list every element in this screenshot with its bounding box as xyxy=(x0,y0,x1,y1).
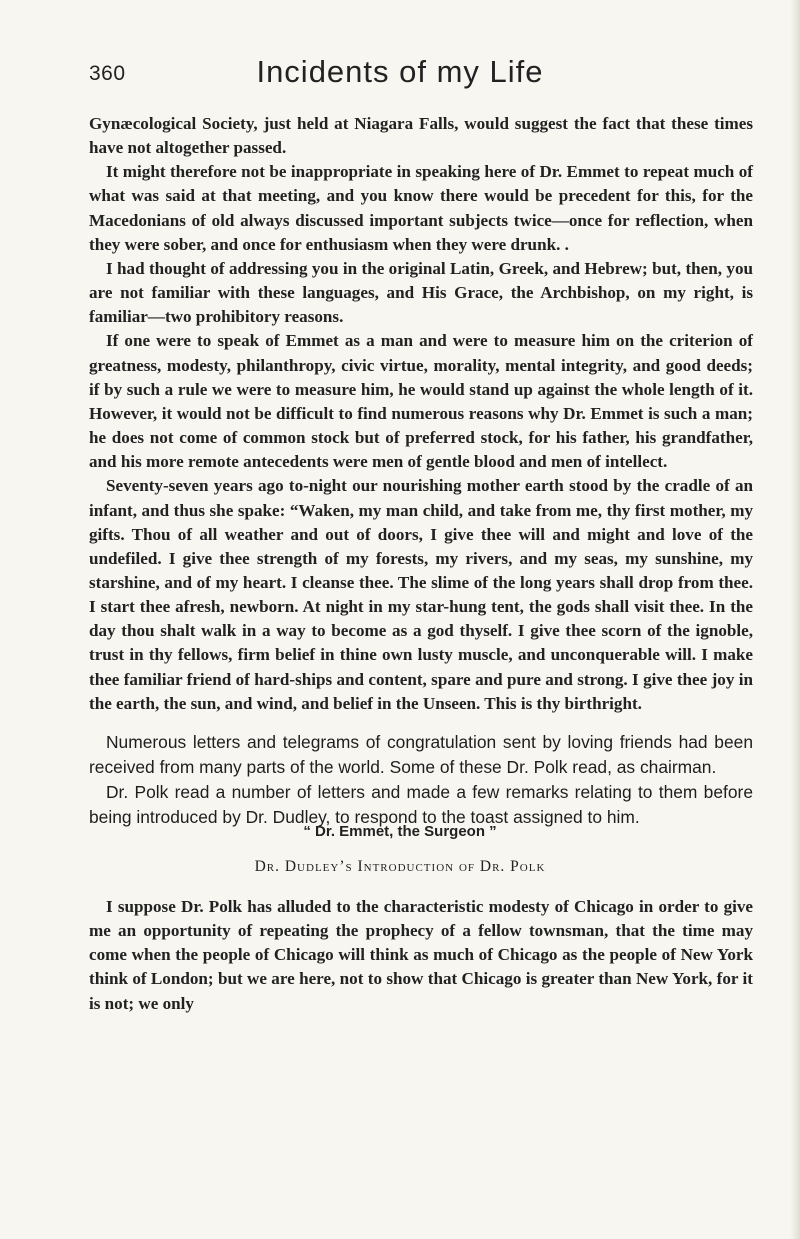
paragraph: Dr. Polk read a number of letters and made a few remarks relating to them before being introduced by Dr. Dudley, to respond to the toast assigned to him. xyxy=(89,781,753,827)
paragraph: It might therefore not be inappropriate in speaking here of Dr. Emmet to repeat much of what was said at that meeting, and you know there would be precedent for this, for the Macedonians of old always discussed important subjects twice—once for reflection, when they were sober, and once for enthusiasm when they were drunk. . xyxy=(89,162,753,254)
body-section-3 xyxy=(89,895,753,1016)
body-section-1 xyxy=(89,112,753,716)
speech-heading: Dr. Dudley’s Introduction of Dr. Polk xyxy=(254,858,546,875)
paragraph: I suppose Dr. Polk has alluded to the characteristic modesty of Chicago in order to give me an opportunity of repeating the prophecy of a fellow townsman, that the time may come when the people of Chicago will think as much of Chicago as the people of New York think of London; but we are here, not to show that Chicago is greater than New York, for it is not; we only xyxy=(89,897,753,1013)
toast-title: “ Dr. Emmet, the Surgeon ” xyxy=(303,823,497,840)
paragraph: Seventy-seven years ago to-night our nourishing mother earth stood by the cradle of an infant, and thus she spake: “Waken, my man child, and take from me, thy first mother, my gifts. Thou of all weather and out of doors, I give thee will and might and love of the undefiled. I give thee strength of my forests, my rivers, and my seas, my sunshine, my starshine, and of my heart. I cleanse thee. The slime of the long years shall drop from thee. I start thee afresh, newborn. At night in my star-hung tent, the gods shall visit thee. In the day thou shalt walk in a way to become as a god thyself. I give thee scorn of the ignoble, trust in thy fellows, firm belief in thine own lusty muscle, and unconquerable will. I make thee familiar friend of hard-ships and content, spare and pure and strong. I give thee joy in the earth, the sun, and wind, and belief in the Unseen. This is thy birthright. xyxy=(89,476,753,713)
paragraph: Numerous letters and telegrams of congratulation sent by loving friends had been received from many parts of the world. Some of these Dr. Polk read, as chairman. xyxy=(89,732,753,777)
page-number: 360 xyxy=(89,62,126,85)
page-edge-shadow xyxy=(790,0,800,1239)
paragraph: If one were to speak of Emmet as a man and were to measure him on the criterion of greatness, modesty, philanthropy, civic virtue, morality, mental integrity, and good deeds; if by such a rule we were to measure him, he would stand up against the whole length of it. However, it would not be difficult to find numerous reasons why Dr. Emmet is such a man; he does not come of common stock but of preferred stock, for his father, his grandfather, and his more remote antecedents were men of gentle blood and men of intellect. xyxy=(89,331,753,472)
page-header xyxy=(0,54,800,100)
body-section-2 xyxy=(89,730,753,830)
paragraph: I had thought of addressing you in the original Latin, Greek, and Hebrew; but, then, you are not familiar with these languages, and His Grace, the Archbishop, on my right, is familiar—two prohibitory reasons. xyxy=(89,258,753,327)
running-title: Incidents of my Life xyxy=(256,54,544,89)
paragraph: Gynæcological Society, just held at Niagara Falls, would suggest the fact that these times have not altogether passed. xyxy=(89,114,753,158)
